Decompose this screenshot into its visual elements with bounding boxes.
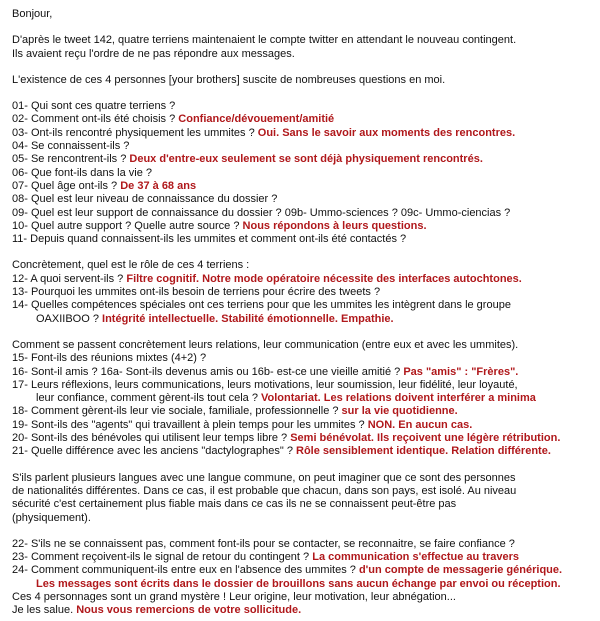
question-text: 06- Que font-ils dans la vie ? — [12, 166, 153, 179]
intro-line: Ils avaient reçu l'ordre de ne pas répondre aux messages. — [12, 47, 295, 60]
question-row — [12, 113, 590, 126]
question-text: 04- Se connaissent-ils ? — [12, 140, 130, 153]
answer-text: Filtre cognitif. Notre mode opératoire nécessite des interfaces autochtones. — [126, 272, 522, 285]
question-text: 23- Comment reçoivent-ils le signal de retour du contingent ? — [12, 551, 313, 564]
question-text: 24- Comment communiquent-ils entre eux en l'absence des ummites ? — [12, 564, 359, 577]
question-row — [12, 419, 590, 432]
question-row — [12, 207, 590, 220]
question-row — [12, 299, 590, 312]
question-block-1 — [12, 100, 590, 246]
question-text: 21- Quelle différence avec les anciens "dactylographes" ? — [12, 445, 296, 458]
closing-text: Je les salue. — [12, 604, 77, 617]
question-block-3 — [12, 352, 590, 392]
question-row — [12, 167, 590, 180]
question-text: 17- Leurs réflexions, leurs communications, leurs motivations, leur soumission, leur fidélité, leur loyauté, — [12, 378, 518, 391]
question-row — [12, 352, 590, 365]
answer-text: Rôle sensiblement identique. Relation différente. — [296, 445, 551, 458]
languages-line: sécurité c'est certainement plus fiable mais dans ce cas ils ne se connaissent peut-être pas — [12, 498, 457, 511]
question-text: 07- Quel âge ont-ils ? — [12, 179, 121, 192]
question-text: 01- Qui sont ces quatre terriens ? — [12, 100, 176, 113]
answer-text: Intégrité intellectuelle. Stabilité émotionnelle. Empathie. — [102, 312, 394, 325]
question-row — [12, 445, 590, 458]
existence-line: L'existence de ces 4 personnes [your brothers] suscite de nombreuses questions en moi. — [12, 73, 446, 86]
closing-line — [12, 604, 590, 617]
answer-text: Pas "amis" : "Frères". — [403, 365, 519, 378]
question-row — [12, 379, 590, 392]
answer-text: Oui. Sans le savoir aux moments des rencontres. — [257, 126, 516, 139]
question-row — [12, 233, 590, 246]
answer-text: Nous répondons à leurs questions. — [242, 219, 427, 232]
answer-text: Volontariat. Les relations doivent interférer a minima — [261, 392, 536, 405]
question-row — [12, 140, 590, 153]
question-text: 09- Quel est leur support de connaissance du dossier ? 09b- Ummo-sciences ? 09c- Ummo-ciencias ? — [12, 206, 511, 219]
answer-text: Les messages sont écrits dans le dossier de brouillons sans aucun échange par envoi ou réception. — [36, 577, 561, 590]
question-row — [12, 153, 590, 166]
question-text: 22- S'ils ne se connaissent pas, comment font-ils pour se contacter, se reconnaitre, se faire confiance ? — [12, 537, 515, 550]
question-row — [12, 100, 590, 113]
answer-text: sur la vie quotidienne. — [341, 405, 458, 418]
question-row — [12, 551, 590, 564]
question-continuation — [12, 313, 590, 326]
question-text: 02- Comment ont-ils été choisis ? — [12, 113, 179, 126]
question-text: 12- A quoi servent-ils ? — [12, 272, 127, 285]
question-continuation — [12, 392, 590, 405]
answer-text: d'un compte de messagerie générique. — [358, 564, 563, 577]
question-block-4 — [12, 405, 590, 458]
question-text: 18- Comment gèrent-ils leur vie sociale, familiale, professionnelle ? — [12, 405, 342, 418]
relations-heading: Comment se passent concrètement leurs relations, leur communication (entre eux et avec les ummites). — [12, 338, 519, 351]
mystery-line: Ces 4 personnages sont un grand mystère ! Leur origine, leur motivation, leur abnégation... — [12, 590, 456, 603]
answer-text: La communication s'effectue au travers — [312, 551, 520, 564]
question-text: 15- Font-ils des réunions mixtes (4+2) ? — [12, 352, 207, 365]
languages-line: (physiquement). — [12, 511, 91, 524]
question-text: 03- Ont-ils rencontré physiquement les ummites ? — [12, 126, 258, 139]
question-row — [12, 127, 590, 140]
question-row — [12, 432, 590, 445]
question-text: 10- Quel autre support ? Quelle autre source ? — [12, 219, 243, 232]
question-row — [12, 286, 590, 299]
question-row — [12, 273, 590, 286]
question-text: 19- Sont-ils des "agents" qui travaillent à plein temps pour les ummites ? — [12, 418, 368, 431]
intro-paragraph — [12, 34, 590, 61]
question-text: 20- Sont-ils des bénévoles qui utilisent leur temps libre ? — [12, 432, 291, 445]
question-text: 08- Quel est leur niveau de connaissance du dossier ? — [12, 193, 278, 206]
question-text: 13- Pourquoi les ummites ont-ils besoin de terriens pour écrire des tweets ? — [12, 286, 381, 299]
question-row — [12, 220, 590, 233]
intro-line: D'après le tweet 142, quatre terriens maintenaient le compte twitter en attendant le nouveau contingent. — [12, 34, 517, 47]
question-text: OAXIIBOO ? — [36, 312, 103, 325]
languages-paragraph — [12, 472, 590, 525]
closing-answer: Nous vous remercions de votre sollicitude. — [76, 604, 302, 617]
answer-text: Confiance/dévouement/amitié — [178, 113, 335, 126]
question-row — [12, 538, 590, 551]
question-row — [12, 564, 590, 577]
answer-text: NON. En aucun cas. — [367, 418, 473, 431]
languages-line: S'ils parlent plusieurs langues avec une langue commune, on peut imaginer que ce sont des personnes — [12, 471, 516, 484]
question-row — [12, 405, 590, 418]
languages-line: de nationalités différentes. Dans ce cas, il est probable que chacun, dans son pays, est isolé. Au niveau — [12, 484, 517, 497]
question-block-2 — [12, 273, 590, 313]
question-text: 11- Depuis quand connaissent-ils les ummites et comment ont-ils été contactés ? — [12, 233, 407, 246]
question-row — [12, 193, 590, 206]
concretely-heading: Concrètement, quel est le rôle de ces 4 terriens : — [12, 259, 250, 272]
question-text: 16- Sont-il amis ? 16a- Sont-ils devenus amis ou 16b- est-ce une vieille amitié ? — [12, 365, 404, 378]
answer-text: De 37 à 68 ans — [120, 179, 197, 192]
question-text: 05- Se rencontrent-ils ? — [12, 153, 130, 166]
answer-text: Semi bénévolat. Ils reçoivent une légère rétribution. — [290, 432, 561, 445]
question-text: 14- Quelles compétences spéciales ont ces terriens pour que les ummites les intègrent dans le groupe — [12, 299, 511, 312]
question-block-5 — [12, 538, 590, 578]
answer-text: Deux d'entre-eux seulement se sont déjà physiquement rencontrés. — [129, 153, 483, 166]
question-text: leur confiance, comment gèrent-ils tout cela ? — [36, 392, 262, 405]
question-row — [12, 366, 590, 379]
question-continuation — [12, 578, 590, 591]
greeting: Bonjour, — [12, 8, 53, 20]
question-row — [12, 180, 590, 193]
